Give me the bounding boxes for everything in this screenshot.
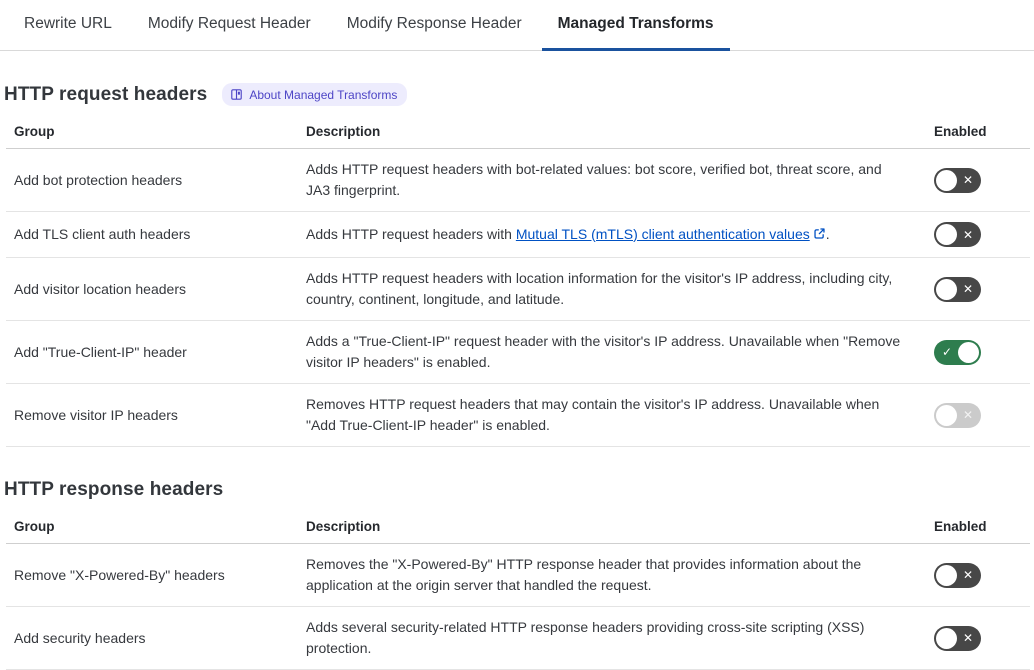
toggle-knob — [936, 224, 957, 245]
check-icon: ✓ — [942, 345, 953, 359]
group-label: Add bot protection headers — [14, 171, 183, 188]
toggle-remove-visitor-ip-headers — [934, 403, 981, 428]
book-icon — [230, 88, 243, 101]
tab-rewrite-url[interactable]: Rewrite URL — [8, 0, 128, 51]
tab-modify-request-header[interactable]: Modify Request Header — [132, 0, 327, 51]
toggle-knob — [936, 628, 957, 649]
section — [0, 479, 1034, 670]
column-header-description: Description — [306, 124, 381, 139]
badge-label: About Managed Transforms — [249, 87, 398, 102]
group-label: Remove visitor IP headers — [14, 406, 178, 423]
group-label: Add "True-Client-IP" header — [14, 343, 187, 360]
section-heading: HTTP response headers — [4, 479, 224, 500]
table-row — [6, 607, 1030, 670]
group-label: Add security headers — [14, 629, 146, 646]
toggle-add-tls-client-auth-headers[interactable] — [934, 222, 981, 247]
row-description: Adds several security-related HTTP response headers providing cross-site scripting (XSS) protection. — [306, 619, 865, 656]
about-managed-transforms-badge[interactable] — [222, 83, 407, 106]
column-header-enabled: Enabled — [934, 124, 987, 139]
column-header-description: Description — [306, 519, 381, 534]
toggle-add-security-headers[interactable] — [934, 626, 981, 651]
toggle-remove-x-powered-by-headers[interactable] — [934, 563, 981, 588]
row-description: Adds HTTP request headers with bot-related values: bot score, verified bot, threat score, and JA3 fingerprint. — [306, 161, 882, 198]
external-link-icon — [813, 225, 826, 246]
table-row — [6, 544, 1030, 607]
column-header-group: Group — [14, 124, 55, 139]
x-icon: ✕ — [962, 408, 973, 422]
row-description: Removes HTTP request headers that may contain the visitor's IP address. Unavailable when "Add True-Client-IP header" is enabled. — [306, 396, 880, 433]
row-description: Adds a "True-Client-IP" request header with the visitor's IP address. Unavailable when "Remove visitor IP headers" is enabled. — [306, 333, 901, 370]
group-label: Add TLS client auth headers — [14, 226, 191, 242]
row-description: Removes the "X-Powered-By" HTTP response header that provides information about the application at the origin server that handled the request. — [306, 556, 862, 593]
toggle-add-bot-protection-headers[interactable] — [934, 168, 981, 193]
table-header-row — [6, 118, 1030, 149]
table-header-row — [6, 513, 1030, 544]
managed-transforms-content — [0, 83, 1034, 670]
x-icon: ✕ — [962, 282, 973, 296]
column-header-enabled: Enabled — [934, 519, 987, 534]
column-header-group: Group — [14, 519, 55, 534]
table-row — [6, 384, 1030, 447]
tab-modify-response-header[interactable]: Modify Response Header — [331, 0, 538, 51]
section — [0, 83, 1034, 447]
mtls-authentication-link[interactable]: Mutual TLS (mTLS) client authentication values — [515, 225, 810, 242]
tab-managed-transforms[interactable]: Managed Transforms — [542, 0, 730, 51]
toggle-add-visitor-location-headers[interactable] — [934, 277, 981, 302]
group-label: Add visitor location headers — [14, 280, 186, 297]
toggle-knob — [936, 279, 957, 300]
x-icon: ✕ — [962, 227, 973, 242]
toggle-add-true-client-ip-header[interactable] — [934, 340, 981, 365]
headers-table — [6, 118, 1030, 447]
x-icon: ✕ — [962, 568, 973, 582]
table-row — [6, 321, 1030, 384]
toggle-knob — [958, 342, 979, 363]
group-label: Remove "X-Powered-By" headers — [14, 566, 225, 583]
toggle-knob — [936, 565, 957, 586]
table-row — [6, 258, 1030, 321]
row-description: Adds HTTP request headers with location information for the visitor's IP address, including city, country, continent, longitude, and latitude. — [306, 270, 893, 307]
toggle-knob — [936, 170, 957, 191]
toggle-knob — [936, 405, 957, 426]
x-icon: ✕ — [962, 173, 973, 187]
row-description: Adds HTTP request headers with Mutual TLS (mTLS) client authentication values . — [306, 224, 934, 246]
headers-table — [6, 513, 1030, 670]
x-icon: ✕ — [962, 631, 973, 645]
tab-bar — [0, 0, 1034, 51]
table-row — [6, 149, 1030, 212]
section-heading: HTTP request headers — [4, 83, 208, 105]
table-row — [6, 212, 1030, 258]
